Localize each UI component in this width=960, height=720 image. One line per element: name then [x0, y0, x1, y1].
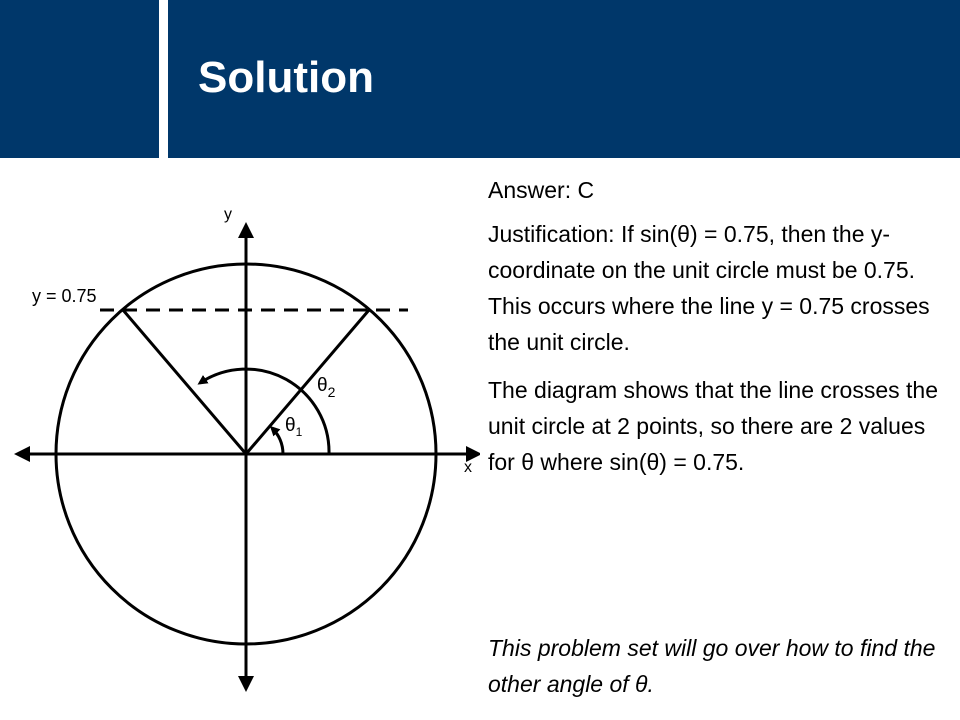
- radius-theta2: [123, 310, 246, 454]
- radius-theta1: [246, 310, 369, 454]
- unit-circle-diagram: [0, 160, 480, 700]
- theta2-label: $\theta_2$: [317, 375, 336, 400]
- diagram-explanation-text: The diagram shows that the line crosses the unit circle at 2 points, so there are 2 values for θ where sin(θ) = 0.75.: [488, 377, 939, 475]
- theta1-label: $\theta_1$: [285, 415, 303, 439]
- header-accent-block: [0, 0, 159, 158]
- closing-note-text: This problem set will go over how to find the other angle of θ.: [488, 635, 936, 697]
- y-axis-label: y: [224, 206, 232, 223]
- line-label: y = 0.75: [32, 286, 97, 306]
- justification-text: Justification: If sin(θ) = 0.75, then the y-coordinate on the unit circle must be 0.75. This occurs where the line y = 0.75 crosses the unit circle.: [488, 221, 930, 355]
- theta2-subscript: 2: [327, 384, 336, 400]
- page-title: Solution: [198, 53, 374, 102]
- y-axis-arrow-up: [238, 222, 254, 238]
- theta1-arc: [272, 428, 283, 454]
- theta1-subscript: 1: [295, 425, 303, 439]
- x-axis-arrow-left: [14, 446, 30, 462]
- theta2-arc: [200, 369, 329, 454]
- answer-text: Answer: C: [488, 177, 595, 203]
- y-axis-arrow-down: [238, 676, 254, 692]
- solution-text-panel: [488, 172, 943, 697]
- x-axis-label: x: [464, 459, 472, 476]
